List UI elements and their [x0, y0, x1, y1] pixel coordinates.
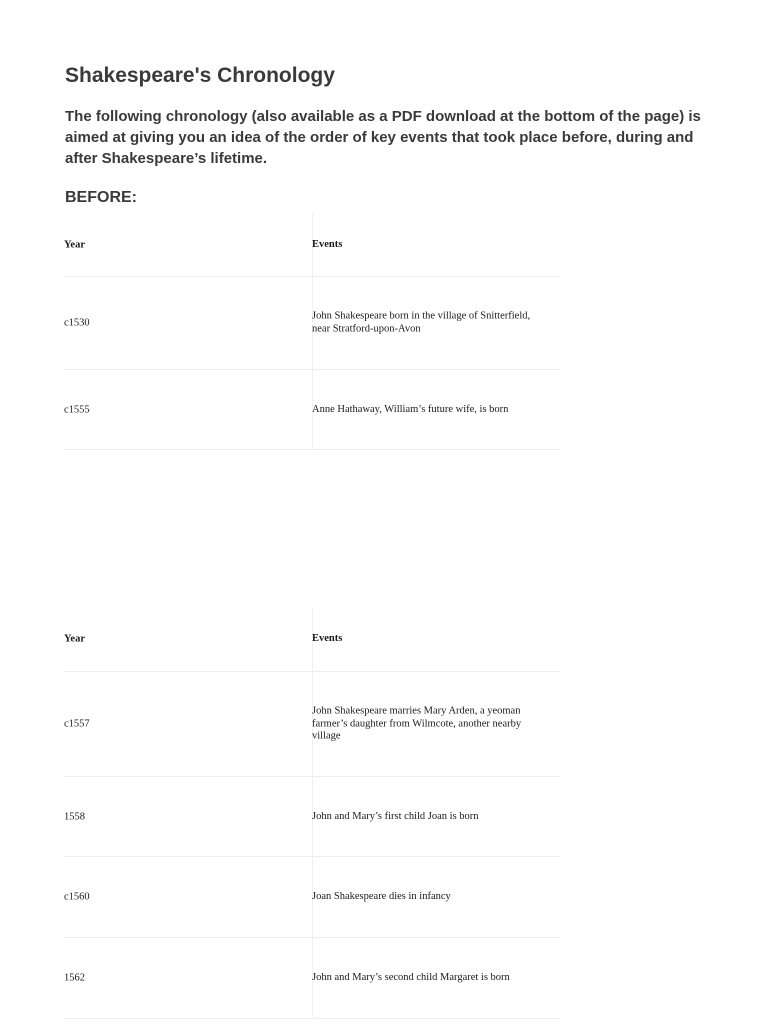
table-row [64, 370, 560, 450]
intro-paragraph: The following chronology (also available as a PDF download at the bottom of the page) is aimed at giving you an idea of the order of key events that took place before, during and after Shakespeare’s lifetime. [65, 108, 701, 167]
row-year: c1560 [64, 891, 90, 903]
row-year: 1558 [64, 811, 85, 822]
header-year: Year [64, 239, 85, 250]
row-event: John Shakespeare born in the village of Snitterfield, near Stratford-upon-Avon [312, 310, 531, 334]
header-events: Events [312, 238, 343, 250]
table-header-row [64, 607, 560, 672]
table-row [64, 857, 560, 938]
row-event: John and Mary’s first child Joan is born [312, 810, 479, 822]
table-row [64, 777, 560, 857]
page-title: Shakespeare's Chronology [65, 64, 335, 87]
header-events: Events [312, 632, 343, 644]
row-event: Anne Hathaway, William’s future wife, is born [312, 403, 509, 415]
row-event: John Shakespeare marries Mary Arden, a yeoman farmer’s daughter from Wilmcote, another nearby village [312, 705, 522, 742]
row-event: Joan Shakespeare dies in infancy [312, 890, 451, 902]
row-year: 1562 [64, 972, 85, 984]
section-heading-before: BEFORE: [65, 189, 137, 206]
chronology-table-continued [64, 607, 560, 1019]
table-row [64, 938, 560, 1019]
table-row [64, 277, 560, 370]
table-row [64, 672, 560, 777]
row-year: c1555 [64, 404, 90, 415]
row-event: John and Mary’s second child Margaret is born [312, 971, 510, 983]
row-year: c1530 [64, 317, 90, 329]
chronology-table-before [64, 213, 560, 450]
row-year: c1557 [64, 718, 90, 730]
table-header-row [64, 213, 560, 277]
header-year: Year [64, 633, 85, 645]
